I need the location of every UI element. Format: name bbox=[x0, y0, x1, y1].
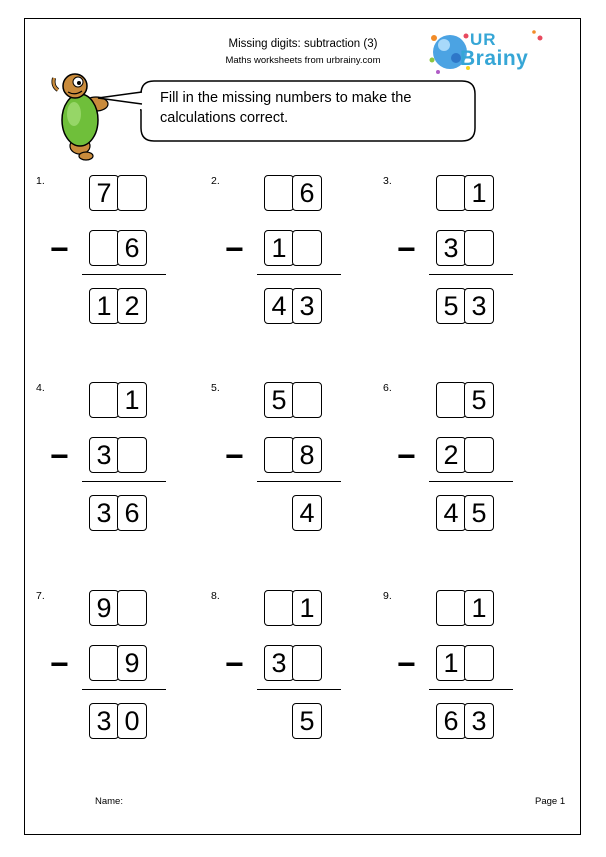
problem-7 bbox=[36, 590, 186, 750]
answer-line bbox=[429, 689, 513, 690]
problem-number: 2. bbox=[211, 175, 220, 187]
top-digit-box: 1 bbox=[464, 175, 494, 211]
top-digit-box: 7 bbox=[89, 175, 119, 211]
bottom-digit-box[interactable] bbox=[464, 230, 494, 266]
page-number: Page 1 bbox=[535, 796, 566, 807]
problem-number: 3. bbox=[383, 175, 392, 187]
answer-line bbox=[257, 689, 341, 690]
bottom-digit-box: 3 bbox=[436, 230, 466, 266]
bottom-digit-box: 1 bbox=[264, 230, 294, 266]
answer-line bbox=[82, 481, 166, 482]
problem-number: 6. bbox=[383, 382, 392, 394]
answer-line bbox=[257, 274, 341, 275]
problem-2 bbox=[211, 175, 361, 335]
answer-digit-box: 5 bbox=[464, 495, 494, 531]
minus-sign: − bbox=[225, 646, 244, 682]
answer-digit-box: 4 bbox=[436, 495, 466, 531]
top-digit-box: 5 bbox=[264, 382, 294, 418]
problem-3 bbox=[383, 175, 533, 335]
answer-line bbox=[257, 481, 341, 482]
bottom-digit-box[interactable] bbox=[464, 437, 494, 473]
top-digit-box[interactable] bbox=[436, 382, 466, 418]
answer-line bbox=[429, 274, 513, 275]
bottom-digit-box: 8 bbox=[292, 437, 322, 473]
top-digit-box: 5 bbox=[464, 382, 494, 418]
answer-line bbox=[429, 481, 513, 482]
bottom-digit-box: 2 bbox=[436, 437, 466, 473]
top-digit-box[interactable] bbox=[292, 382, 322, 418]
top-digit-box: 9 bbox=[89, 590, 119, 626]
top-digit-box: 1 bbox=[464, 590, 494, 626]
problem-9 bbox=[383, 590, 533, 750]
problem-number: 9. bbox=[383, 590, 392, 602]
problem-number: 7. bbox=[36, 590, 45, 602]
bottom-digit-box[interactable] bbox=[117, 437, 147, 473]
answer-digit-box: 3 bbox=[464, 703, 494, 739]
answer-digit-box: 6 bbox=[436, 703, 466, 739]
bottom-digit-box[interactable] bbox=[89, 645, 119, 681]
bottom-digit-box[interactable] bbox=[292, 645, 322, 681]
bottom-digit-box[interactable] bbox=[464, 645, 494, 681]
bottom-digit-box: 3 bbox=[264, 645, 294, 681]
logo-ur-text: UR bbox=[470, 30, 497, 49]
logo-brainy-text: Brainy bbox=[460, 47, 529, 70]
answer-digit-box: 1 bbox=[89, 288, 119, 324]
problem-8 bbox=[211, 590, 361, 750]
minus-sign: − bbox=[225, 438, 244, 474]
answer-digit-box: 3 bbox=[89, 703, 119, 739]
answer-digit-box: 0 bbox=[117, 703, 147, 739]
answer-digit-box: 4 bbox=[264, 288, 294, 324]
problem-4 bbox=[36, 382, 186, 542]
top-digit-box[interactable] bbox=[264, 590, 294, 626]
problem-number: 4. bbox=[36, 382, 45, 394]
top-digit-box[interactable] bbox=[117, 590, 147, 626]
answer-digit-box: 3 bbox=[292, 288, 322, 324]
minus-sign: − bbox=[50, 438, 69, 474]
bottom-digit-box[interactable] bbox=[89, 230, 119, 266]
problem-number: 5. bbox=[211, 382, 220, 394]
answer-line bbox=[82, 689, 166, 690]
answer-digit-box: 4 bbox=[292, 495, 322, 531]
answer-digit-box: 3 bbox=[89, 495, 119, 531]
bottom-digit-box: 1 bbox=[436, 645, 466, 681]
minus-sign: − bbox=[50, 231, 69, 267]
turtle-mascot-icon bbox=[44, 64, 124, 164]
name-label: Name: bbox=[95, 796, 123, 807]
top-digit-box[interactable] bbox=[436, 590, 466, 626]
top-digit-box[interactable] bbox=[89, 382, 119, 418]
bottom-digit-box[interactable] bbox=[264, 437, 294, 473]
bottom-digit-box[interactable] bbox=[292, 230, 322, 266]
minus-sign: − bbox=[397, 646, 416, 682]
bottom-digit-box: 6 bbox=[117, 230, 147, 266]
top-digit-box[interactable] bbox=[117, 175, 147, 211]
answer-line bbox=[82, 274, 166, 275]
top-digit-box[interactable] bbox=[264, 175, 294, 211]
worksheet-title: Missing digits: subtraction (3) bbox=[228, 38, 378, 50]
minus-sign: − bbox=[50, 646, 69, 682]
bottom-digit-box: 3 bbox=[89, 437, 119, 473]
top-digit-box[interactable] bbox=[436, 175, 466, 211]
minus-sign: − bbox=[397, 438, 416, 474]
minus-sign: − bbox=[397, 231, 416, 267]
bottom-digit-box: 9 bbox=[117, 645, 147, 681]
urbrainy-logo bbox=[428, 28, 546, 78]
answer-digit-box: 2 bbox=[117, 288, 147, 324]
top-digit-box: 1 bbox=[292, 590, 322, 626]
answer-digit-box: 5 bbox=[436, 288, 466, 324]
problem-5 bbox=[211, 382, 361, 542]
minus-sign: − bbox=[225, 231, 244, 267]
problem-number: 1. bbox=[36, 175, 45, 187]
worksheet-subtitle: Maths worksheets from urbrainy.com bbox=[225, 55, 381, 66]
speech-bubble-tail bbox=[96, 90, 146, 110]
instruction-text: Fill in the missing numbers to make the calculations correct. bbox=[160, 90, 412, 126]
answer-digit-box: 6 bbox=[117, 495, 147, 531]
problem-6 bbox=[383, 382, 533, 542]
answer-digit-box: 5 bbox=[292, 703, 322, 739]
problem-number: 8. bbox=[211, 590, 220, 602]
top-digit-box: 1 bbox=[117, 382, 147, 418]
answer-digit-box: 3 bbox=[464, 288, 494, 324]
problem-1 bbox=[36, 175, 186, 335]
top-digit-box: 6 bbox=[292, 175, 322, 211]
